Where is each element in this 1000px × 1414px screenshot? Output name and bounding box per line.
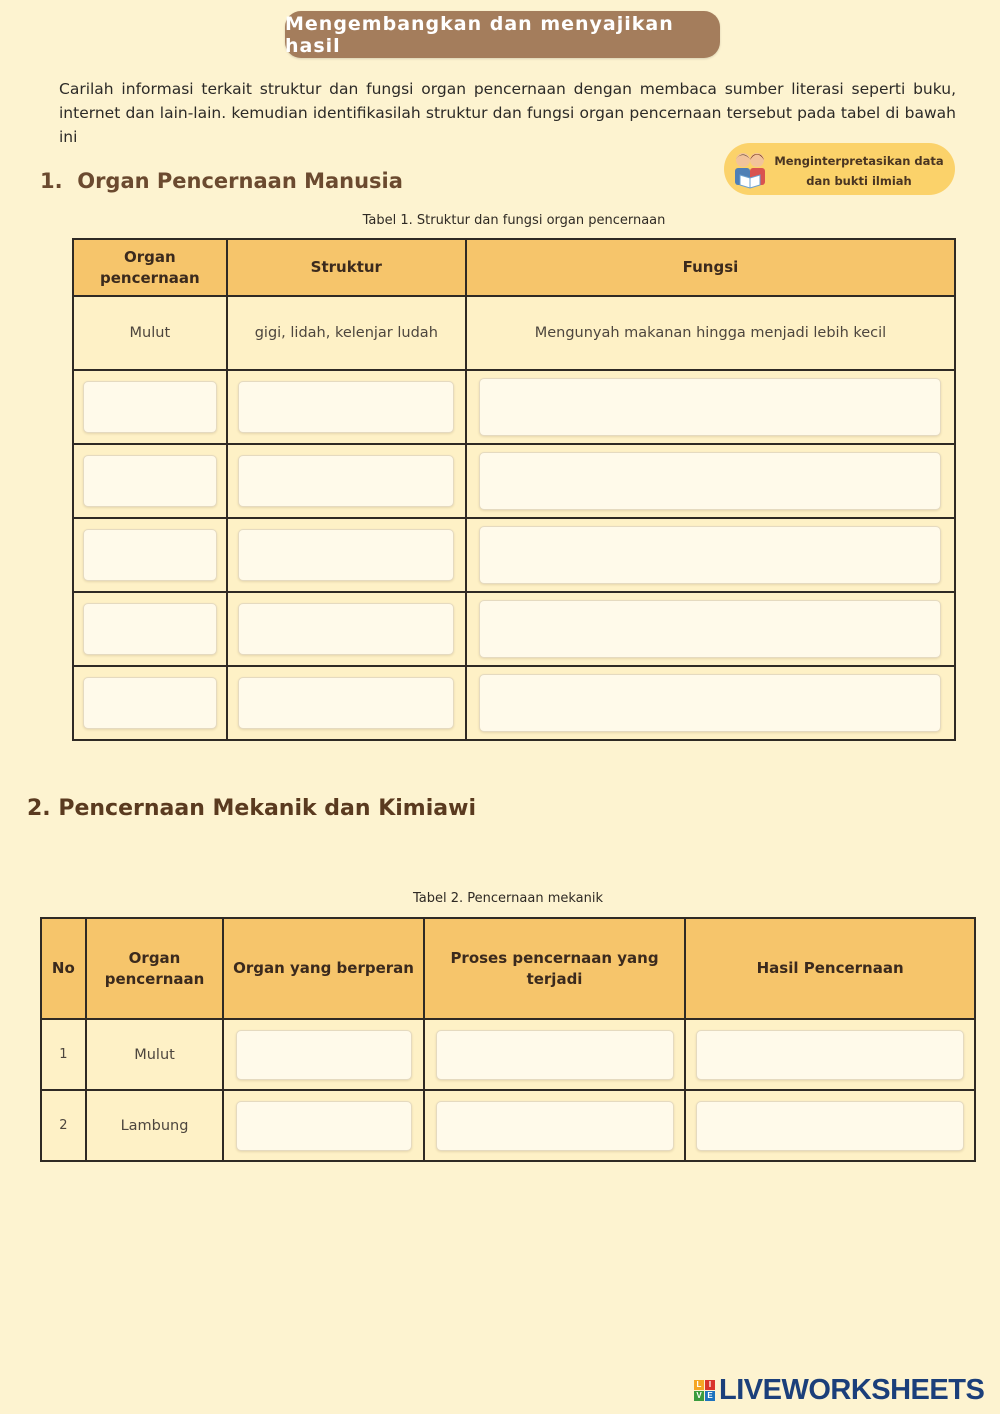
table-2-caption: Tabel 2. Pencernaan mekanik <box>412 891 603 906</box>
answer-cell <box>424 1090 686 1161</box>
table-row <box>73 592 955 666</box>
skill-badge-line-2: dan bukti ilmiah <box>806 174 912 188</box>
answer-cell <box>227 592 466 666</box>
table-row <box>73 370 955 444</box>
table-row <box>73 666 955 740</box>
table-row <box>73 518 955 592</box>
answer-cell <box>685 1090 975 1161</box>
fungsi-input-3[interactable] <box>479 526 941 584</box>
row-organ: Lambung <box>86 1090 224 1161</box>
answer-cell <box>227 444 466 518</box>
answer-cell <box>227 370 466 444</box>
answer-cell <box>223 1019 423 1090</box>
table-row <box>73 444 955 518</box>
skill-badge-line-1: Menginterpretasikan data <box>774 154 944 168</box>
example-row <box>73 296 955 370</box>
struktur-input-2[interactable] <box>238 455 454 507</box>
answer-cell <box>466 666 955 740</box>
example-fungsi: Mengunyah makanan hingga menjadi lebih kecil <box>466 296 955 370</box>
answer-cell <box>466 444 955 518</box>
answer-cell <box>223 1090 423 1161</box>
struktur-input-1[interactable] <box>238 381 454 433</box>
section-1-number: 1. <box>40 169 63 193</box>
header-organ: Organ pencernaan <box>73 239 227 296</box>
brand-name: LIVEWORKSHEETS <box>719 1373 985 1406</box>
answer-cell <box>227 666 466 740</box>
header-fungsi: Fungsi <box>466 239 955 296</box>
row-organ: Mulut <box>86 1019 224 1090</box>
proses-input-2[interactable] <box>436 1101 674 1151</box>
organ-input-3[interactable] <box>83 529 217 581</box>
logo-tile-v: V <box>694 1391 704 1401</box>
berperan-input-2[interactable] <box>236 1101 412 1151</box>
skill-badge <box>724 143 955 195</box>
fungsi-input-5[interactable] <box>479 674 941 732</box>
students-reading-icon <box>732 149 768 189</box>
table-1-caption: Tabel 1. Struktur dan fungsi organ pencernaan <box>362 213 666 228</box>
answer-cell <box>227 518 466 592</box>
instructions-text: Carilah informasi terkait struktur dan fungsi organ pencernaan dengan membaca sumber literasi seperti buku, internet dan lain-lain. kemudian identifikasilah struktur dan fungsi organ pencernaan tersebut pada tabel di bawah ini <box>59 80 956 146</box>
section-2-heading: 2. Pencernaan Mekanik dan Kimiawi <box>27 796 476 821</box>
organ-input-5[interactable] <box>83 677 217 729</box>
logo-tile-e: E <box>705 1391 715 1401</box>
struktur-input-5[interactable] <box>238 677 454 729</box>
header-struktur: Struktur <box>227 239 466 296</box>
header-no: No <box>41 918 86 1019</box>
mechanical-digestion-table <box>40 917 976 1162</box>
organ-input-4[interactable] <box>83 603 217 655</box>
struktur-input-4[interactable] <box>238 603 454 655</box>
logo-tile-i: I <box>705 1380 715 1390</box>
answer-cell <box>73 666 227 740</box>
struktur-input-3[interactable] <box>238 529 454 581</box>
page-banner: Mengembangkan dan menyajikan hasil <box>285 11 720 58</box>
example-organ: Mulut <box>73 296 227 370</box>
fungsi-input-1[interactable] <box>479 378 941 436</box>
table-header-row <box>73 239 955 296</box>
organ-input-2[interactable] <box>83 455 217 507</box>
header-proses: Proses pencernaan yang terjadi <box>424 918 686 1019</box>
table-row <box>41 1090 975 1161</box>
hasil-input-1[interactable] <box>696 1030 964 1080</box>
liveworksheets-logo-icon <box>694 1380 715 1401</box>
proses-input-1[interactable] <box>436 1030 674 1080</box>
organ-structure-table <box>72 238 956 741</box>
table-row <box>41 1019 975 1090</box>
hasil-input-2[interactable] <box>696 1101 964 1151</box>
answer-cell <box>73 518 227 592</box>
answer-cell <box>685 1019 975 1090</box>
header-organ: Organ pencernaan <box>86 918 224 1019</box>
header-organ-berperan: Organ yang berperan <box>223 918 423 1019</box>
example-struktur: gigi, lidah, kelenjar ludah <box>227 296 466 370</box>
section-1-title: Organ Pencernaan Manusia <box>77 169 403 193</box>
row-number: 2 <box>41 1090 86 1161</box>
organ-input-1[interactable] <box>83 381 217 433</box>
row-number: 1 <box>41 1019 86 1090</box>
answer-cell <box>73 444 227 518</box>
answer-cell <box>424 1019 686 1090</box>
section-1-heading <box>40 169 403 193</box>
fungsi-input-2[interactable] <box>479 452 941 510</box>
answer-cell <box>466 592 955 666</box>
answer-cell <box>73 592 227 666</box>
answer-cell <box>73 370 227 444</box>
berperan-input-1[interactable] <box>236 1030 412 1080</box>
skill-badge-label <box>766 151 952 191</box>
liveworksheets-brand[interactable] <box>694 1374 984 1406</box>
fungsi-input-4[interactable] <box>479 600 941 658</box>
logo-tile-l: L <box>694 1380 704 1390</box>
answer-cell <box>466 370 955 444</box>
answer-cell <box>466 518 955 592</box>
table-header-row <box>41 918 975 1019</box>
header-hasil: Hasil Pencernaan <box>685 918 975 1019</box>
